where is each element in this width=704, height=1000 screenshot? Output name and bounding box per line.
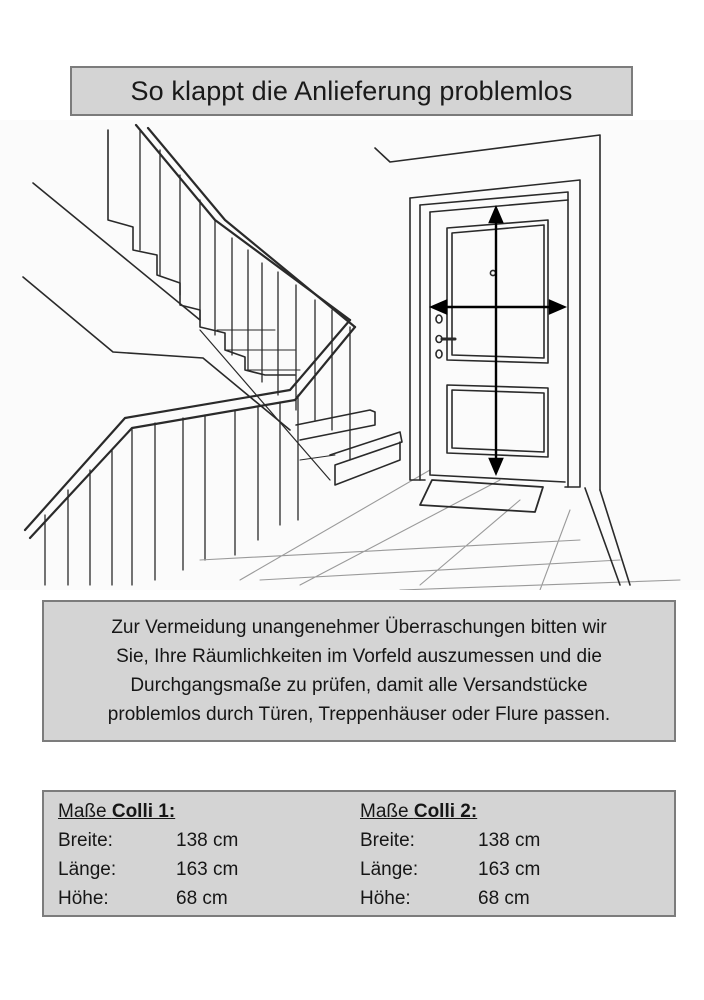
page-title-box (70, 66, 633, 116)
stairwell-drawing-icon (0, 120, 704, 590)
dimension-row-length: Länge: 163 cm (58, 859, 239, 880)
dimension-row-width: Breite: 138 cm (360, 830, 541, 851)
dimension-row-width: Breite: 138 cm (58, 830, 239, 851)
notice-text (108, 613, 610, 729)
colli-2-heading: Maße Colli 2: (360, 801, 478, 822)
colli-2-dimensions (360, 798, 662, 915)
notice-line: Durchgangsmaße zu prüfen, damit alle Versandstücke (130, 675, 588, 696)
dimension-row-height: Höhe: 68 cm (360, 888, 530, 909)
notice-line: Zur Vermeidung unangenehmer Überraschungen bitten wir (111, 617, 607, 638)
stairwell-illustration (0, 120, 704, 590)
notice-line: problemlos durch Türen, Treppenhäuser oder Flure passen. (107, 704, 611, 725)
dimensions-box (42, 790, 676, 917)
dimension-row-height: Höhe: 68 cm (58, 888, 228, 909)
dimension-row-length: Länge: 163 cm (360, 859, 541, 880)
notice-line: Sie, Ihre Räumlichkeiten im Vorfeld auszumessen und die (116, 646, 602, 667)
colli-1-dimensions (58, 798, 360, 915)
notice-box (42, 600, 676, 742)
colli-1-heading: Maße Colli 1: (58, 801, 176, 822)
page-title: So klappt die Anlieferung problemlos (130, 75, 573, 106)
